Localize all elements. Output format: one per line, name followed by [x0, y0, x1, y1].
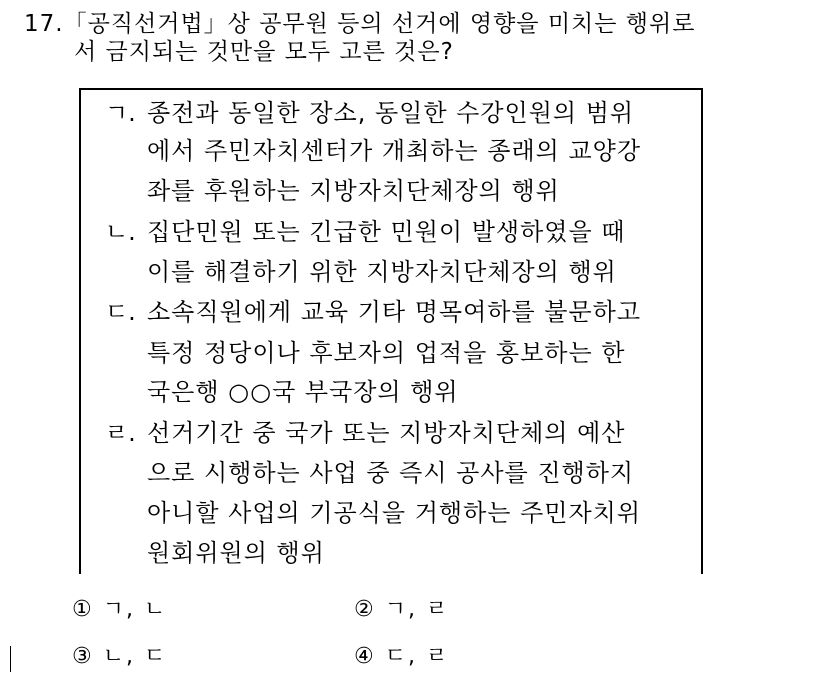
margin-rule-mark	[10, 646, 11, 672]
item-marker-giyeok: ㄱ.	[105, 99, 136, 127]
item-digeut-line-2: 특정 정당이나 후보자의 업적을 홍보하는 한	[147, 339, 626, 367]
item-digeut-line-3: 국은행 ○○국 부국장의 행위	[147, 378, 459, 406]
choice-1[interactable]: ① ㄱ, ㄴ	[72, 597, 168, 622]
item-marker-nieun: ㄴ.	[105, 218, 136, 246]
choice-4[interactable]: ④ ㄷ, ㄹ	[354, 644, 450, 669]
question-number: 17.	[24, 11, 64, 37]
choice-3[interactable]: ③ ㄴ, ㄷ	[72, 644, 168, 669]
item-rieul-line-3: 아니할 사업의 기공식을 거행하는 주민자치위	[147, 499, 642, 527]
item-rieul-line-2: 으로 시행하는 사업 중 즉시 공사를 진행하지	[147, 459, 635, 487]
item-nieun-line-1: 집단민원 또는 긴급한 민원이 발생하였을 때	[147, 218, 626, 246]
item-marker-rieul: ㄹ.	[105, 419, 136, 447]
item-giyeok-line-3: 좌를 후원하는 지방자치단체장의 행위	[147, 177, 560, 205]
choice-2[interactable]: ② ㄱ, ㄹ	[354, 597, 450, 622]
item-giyeok-line-1: 종전과 동일한 장소, 동일한 수강인원의 범위	[147, 99, 635, 127]
item-nieun-line-2: 이를 해결하기 위한 지방자치단체장의 행위	[147, 258, 617, 286]
question-stem-line-1	[24, 10, 695, 38]
question-text-line-1: 「공직선거법」상 공무원 등의 선거에 영향을 미치는 행위로	[63, 11, 696, 37]
item-digeut-line-1: 소속직원에게 교육 기타 명목여하를 불문하고	[147, 298, 642, 326]
statement-box	[79, 88, 703, 574]
item-giyeok-line-2: 에서 주민자치센터가 개최하는 종래의 교양강	[147, 137, 642, 165]
question-stem-line-2: 서 금지되는 것만을 모두 고른 것은?	[74, 39, 454, 65]
item-marker-digeut: ㄷ.	[105, 298, 136, 326]
item-rieul-line-1: 선거기간 중 국가 또는 지방자치단체의 예산	[147, 419, 626, 447]
item-rieul-line-4: 원회위원의 행위	[147, 539, 325, 567]
